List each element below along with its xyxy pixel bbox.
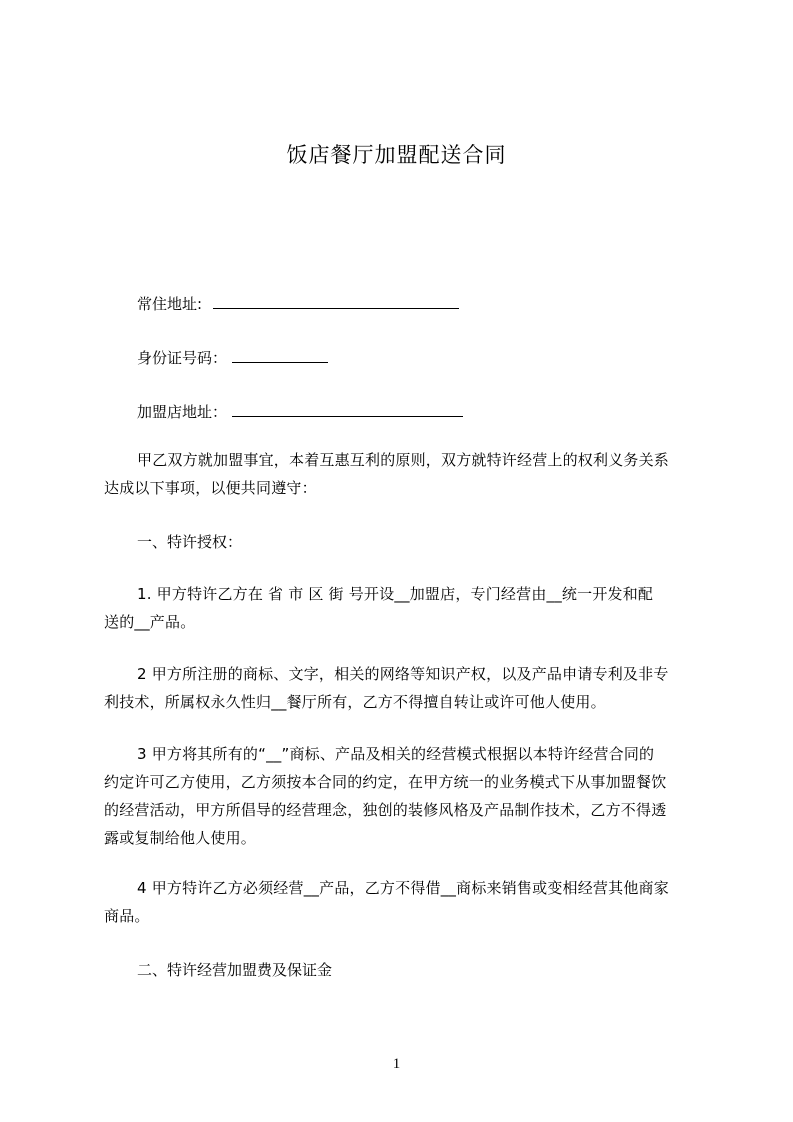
residence-address-field xyxy=(137,292,459,314)
intro-paragraph xyxy=(104,446,704,502)
clause-1 xyxy=(104,580,704,636)
intro-line: 达成以下事项，以便共同遵守： xyxy=(104,479,317,497)
id-number-blank xyxy=(232,346,328,363)
clause-line: 利技术，所属权永久性归__餐厅所有，乙方不得擅自转让或许可他人使用。 xyxy=(104,693,606,711)
clause-line: 商品。 xyxy=(104,907,150,925)
store-address-label: 加盟店地址： xyxy=(137,403,228,421)
clause-2 xyxy=(104,660,704,716)
id-number-field xyxy=(137,346,328,368)
clause-4 xyxy=(104,874,704,930)
intro-line: 甲乙双方就加盟事宜，本着互惠互利的原则，双方就特许经营上的权利义务关系 xyxy=(137,451,670,469)
id-number-label: 身份证号码： xyxy=(137,349,228,367)
section-2-heading: 二、特许经营加盟费及保证金 xyxy=(137,961,333,979)
store-address-field xyxy=(137,400,463,422)
clause-3 xyxy=(104,740,704,852)
clause-line: 约定许可乙方使用，乙方须按本合同的约定，在甲方统一的业务模式下从事加盟餐饮 xyxy=(104,773,667,791)
clause-line: 2 甲方所注册的商标、文字，相关的网络等知识产权，以及产品申请专利及非专 xyxy=(137,665,669,683)
clause-line: 露或复制给他人使用。 xyxy=(104,829,257,847)
page-number: 1 xyxy=(392,1056,401,1072)
clause-line: 4 甲方特许乙方必须经营__产品，乙方不得借__商标来销售或变相经营其他商家 xyxy=(137,879,669,897)
clause-line: 的经营活动，甲方所倡导的经营理念，独创的装修风格及产品制作技术，乙方不得透 xyxy=(104,801,667,819)
document-title: 饭店餐厅加盟配送合同 xyxy=(286,143,507,167)
residence-address-blank xyxy=(213,292,459,309)
residence-address-label: 常住地址: xyxy=(137,295,203,313)
clause-line: 1. 甲方特许乙方在 省 市 区 街 号开设__加盟店，专门经营由__统一开发和配 xyxy=(137,585,654,603)
store-address-blank xyxy=(232,400,463,417)
clause-line: 3 甲方将其所有的“__”商标、产品及相关的经营模式根据以本特许经营合同的 xyxy=(137,745,655,763)
section-1-heading: 一、特许授权： xyxy=(137,533,243,551)
clause-line: 送的__产品。 xyxy=(104,613,196,631)
